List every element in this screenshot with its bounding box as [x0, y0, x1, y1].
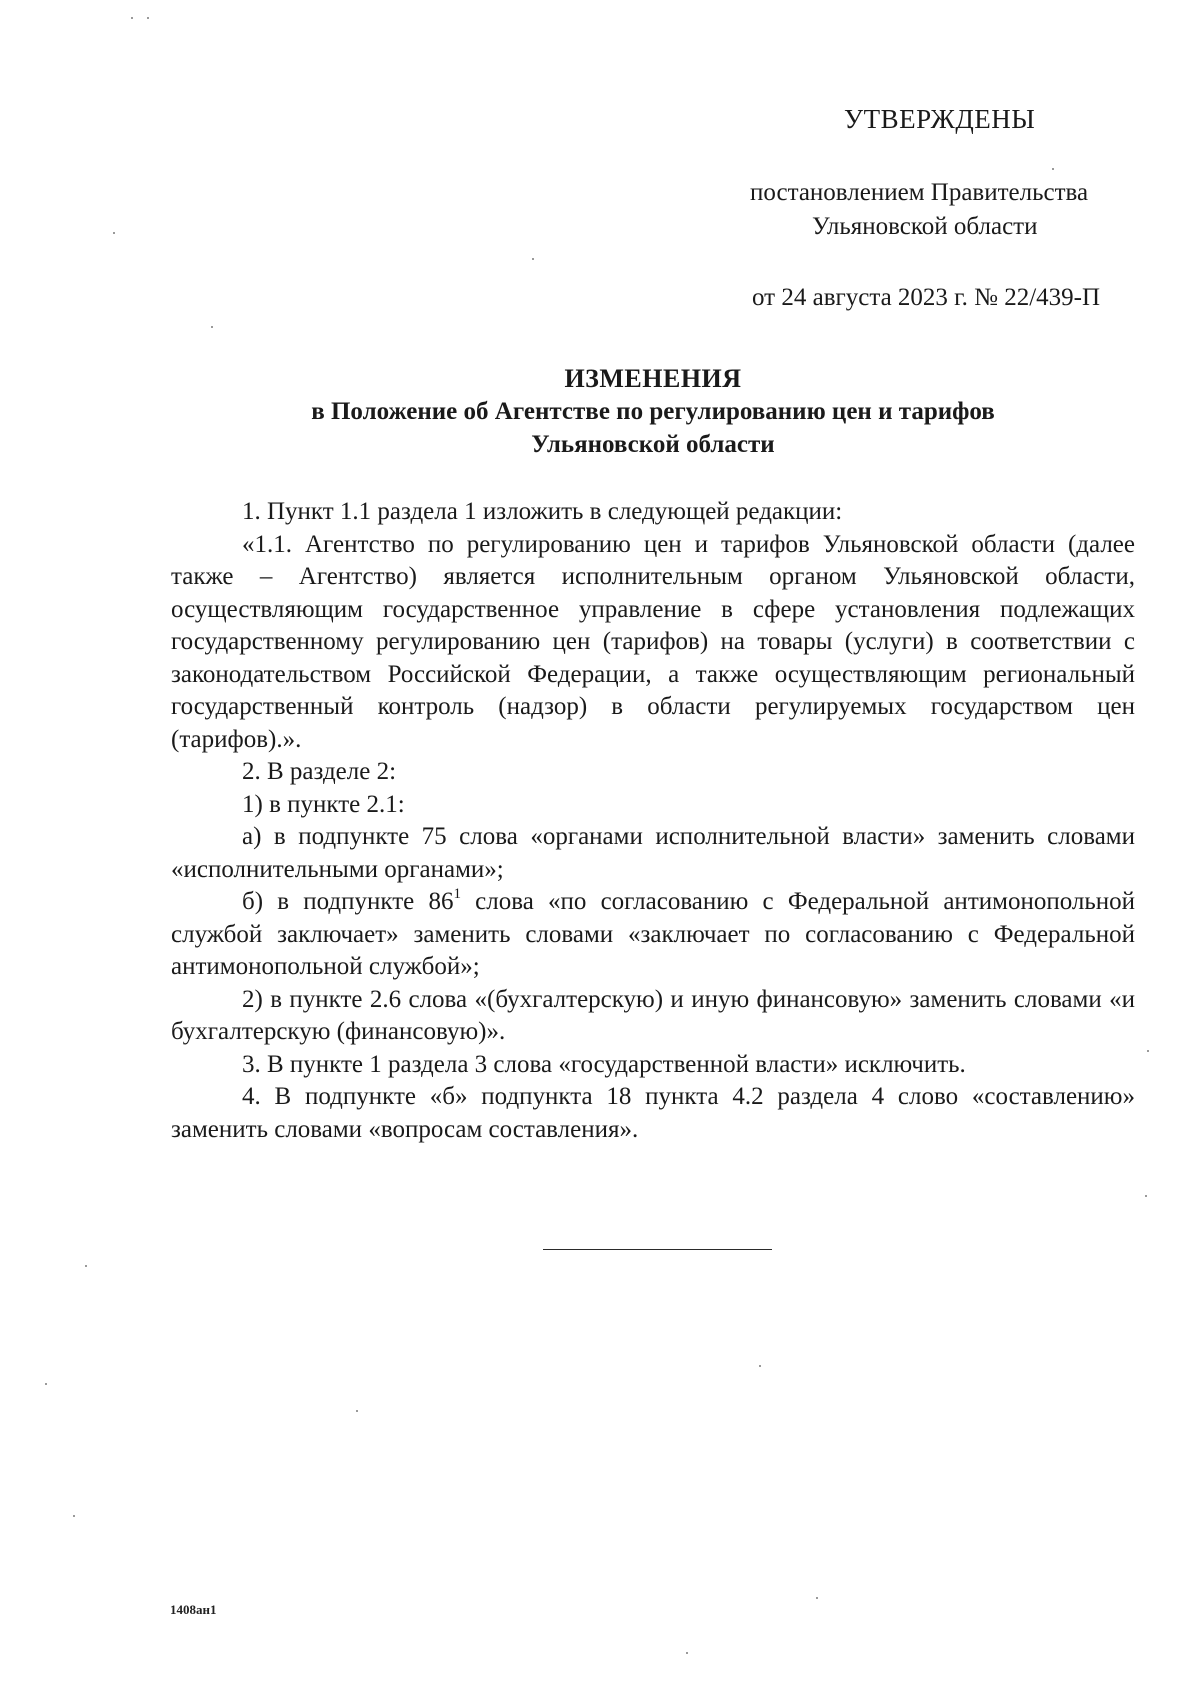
- scan-speck: [85, 1265, 87, 1267]
- superscript-index: 1: [453, 886, 461, 902]
- scan-speck: [356, 1410, 358, 1412]
- scan-speck: [211, 326, 213, 328]
- scan-speck: [1052, 168, 1054, 170]
- document-subtitle-line-2: Ульяновской области: [531, 431, 775, 458]
- scan-speck: [532, 258, 534, 260]
- approval-region-line: Ульяновской области: [812, 213, 1038, 240]
- scan-speck: [73, 1515, 75, 1517]
- end-separator-line: [543, 1249, 772, 1250]
- document-subtitle-line-1: в Положение об Агентстве по регулированию цен и тарифов: [311, 398, 995, 425]
- document-code: 1408ан1: [170, 1602, 217, 1617]
- document-heading: [170, 362, 1136, 461]
- scan-speck: [816, 1597, 818, 1599]
- document-body: [171, 496, 1135, 1146]
- scan-speck: [131, 17, 133, 19]
- scan-speck: [759, 1365, 761, 1367]
- scan-speck: [686, 1652, 688, 1654]
- approval-block: [744, 102, 1144, 315]
- paragraph-1-1-new-wording: «1.1. Агентство по регулированию цен и тарифов Ульяновской области (далее также – Агентство) является исполнительным органом Ульяновской области, осуществляющим государственное управление в сфере установления подлежащих государственному регулированию цен (тарифов) на товары (услуги) в соответствии с законодательством Российской Федерации, а также осуществляющим региональный государственный контроль (надзор) в области регулируемых государством цен (тарифов).».: [171, 530, 1135, 753]
- paragraph-2-1-a: а) в подпункте 75 слова «органами исполнительной власти» заменить словами «исполнительными органами»;: [171, 823, 1135, 883]
- scan-speck: [1145, 1195, 1147, 1197]
- paragraph-4: 4. В подпункте «б» подпункта 18 пункта 4.2 раздела 4 слово «составлению» заменить словами «вопросам составления».: [171, 1083, 1135, 1143]
- paragraph-1: 1. Пункт 1.1 раздела 1 изложить в следующей редакции:: [242, 498, 843, 525]
- approval-decree-line: постановлением Правительства: [750, 179, 1089, 206]
- scan-speck: [45, 1383, 47, 1385]
- scan-speck: [1147, 1050, 1149, 1052]
- paragraph-2-1-b-start: б) в подпункте 86: [242, 888, 454, 915]
- paragraph-2-1-b: [171, 886, 1135, 984]
- scan-speck: [113, 232, 115, 234]
- paragraph-3: 3. В пункте 1 раздела 3 слова «государственной власти» исключить.: [242, 1050, 966, 1078]
- approval-stamp-title: УТВЕРЖДЕНЫ: [844, 104, 1036, 134]
- paragraph-2-1: 1) в пункте 2.1:: [242, 790, 405, 818]
- scan-speck: [147, 17, 149, 19]
- document-title: ИЗМЕНЕНИЯ: [564, 364, 742, 393]
- paragraph-2-2: 2) в пункте 2.6 слова «(бухгалтерскую) и иную финансовую» заменить словами «и бухгалтерскую (финансовую)».: [171, 985, 1135, 1045]
- approval-date-number: от 24 августа 2023 г. № 22/439-П: [752, 284, 1101, 311]
- paragraph-2-1-b-rest: слова «по согласованию с Федеральной антимонопольной службой заключает» заменить словами «заключает по согласованию с Федеральной антимонопольной службой»;: [171, 888, 1136, 980]
- paragraph-2: 2. В разделе 2:: [242, 758, 397, 785]
